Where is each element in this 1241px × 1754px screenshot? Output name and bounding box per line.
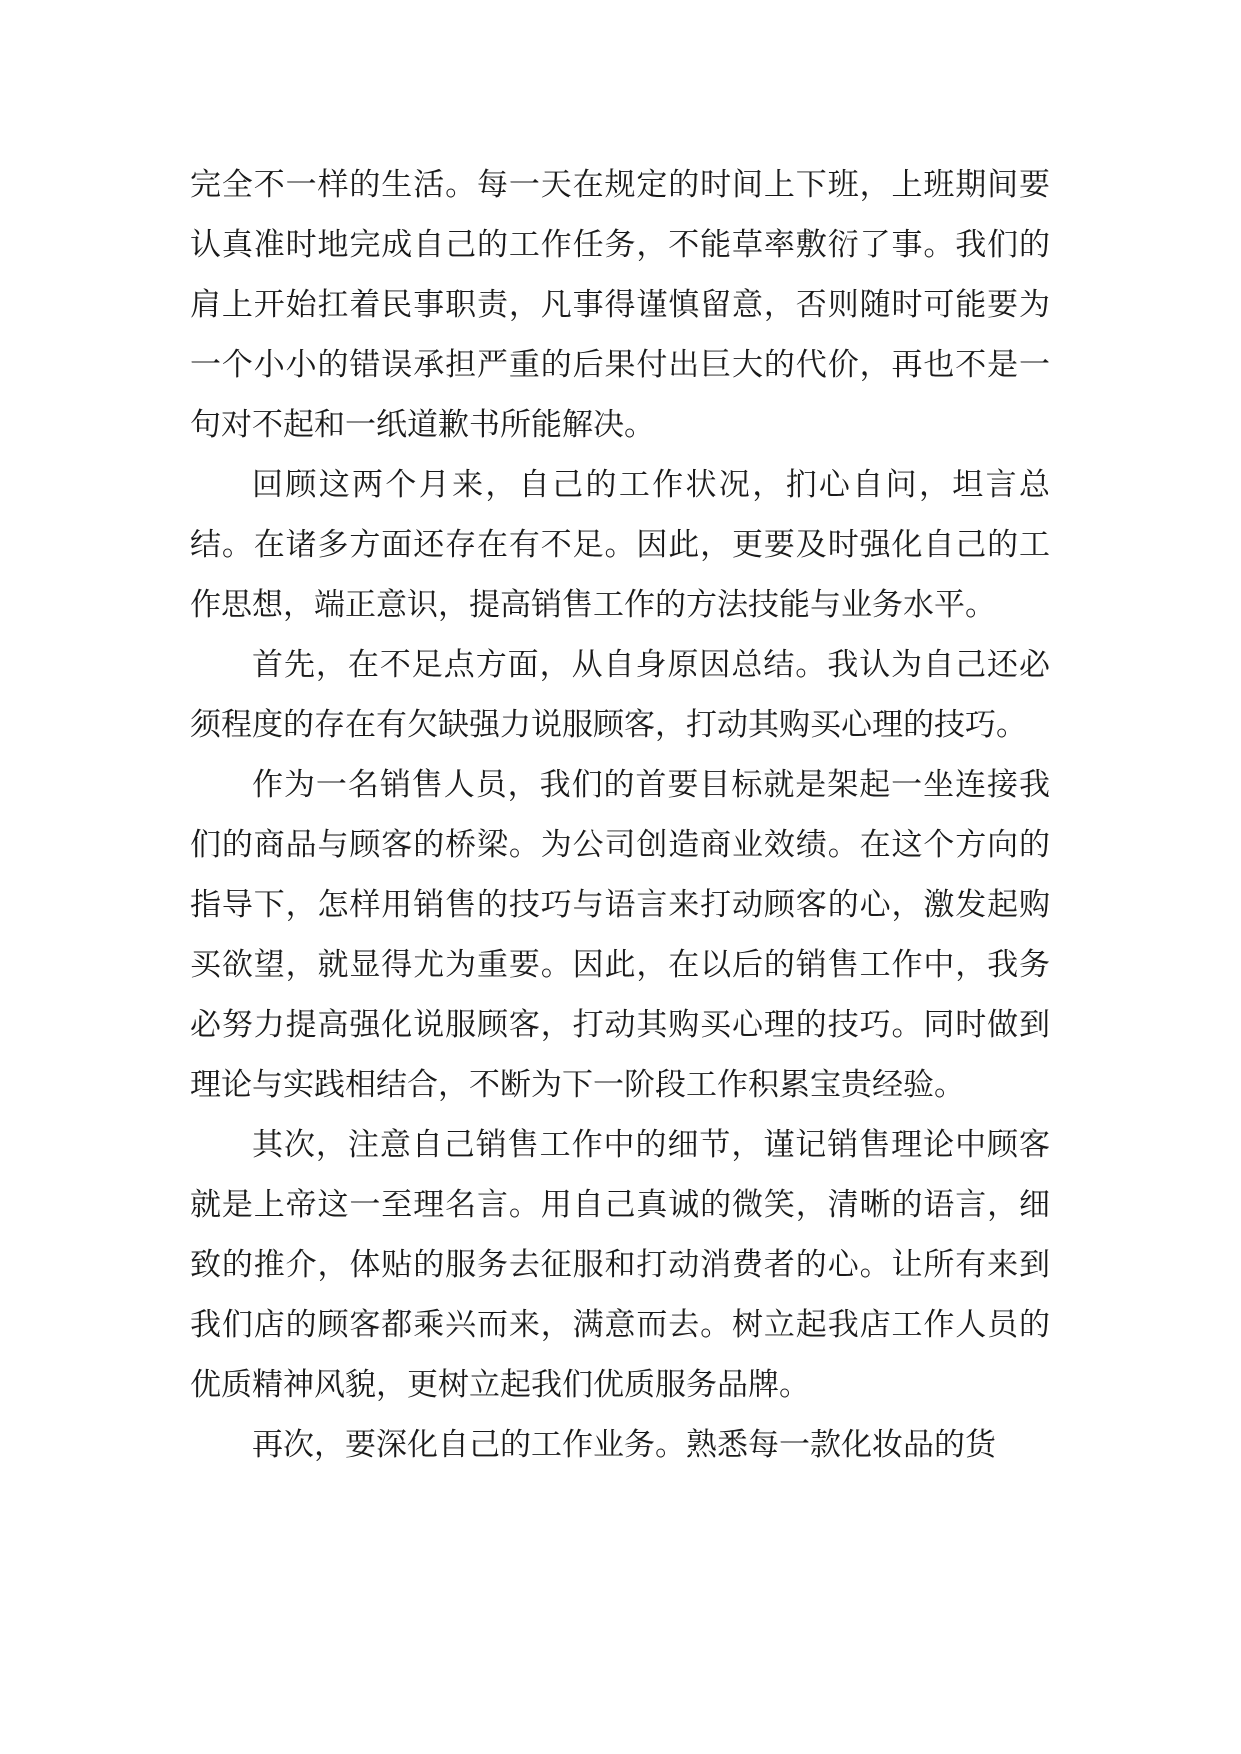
paragraph-6: 再次，要深化自己的工作业务。熟悉每一款化妆品的货 <box>252 1427 996 1463</box>
document-page <box>190 155 1050 1475</box>
paragraph-5: 其次，注意自己销售工作中的细节，谨记销售理论中顾客就是上帝这一至理名言。用自己真诚的微笑，清晰的语言，细致的推介，体贴的服务去征服和打动消费者的心。让所有来到我们店的顾客都乘兴而来，满意而去。树立起我店工作人员的优质精神风貌，更树立起我们优质服务品牌。 <box>190 1127 1050 1403</box>
paragraph-3: 首先，在不足点方面，从自身原因总结。我认为自己还必须程度的存在有欠缺强力说服顾客，打动其购买心理的技巧。 <box>190 647 1050 743</box>
paragraph-4: 作为一名销售人员，我们的首要目标就是架起一坐连接我们的商品与顾客的桥梁。为公司创造商业效绩。在这个方向的指导下，怎样用销售的技巧与语言来打动顾客的心，激发起购买欲望，就显得尤为重要。因此，在以后的销售工作中，我务必努力提高强化说服顾客，打动其购买心理的技巧。同时做到理论与实践相结合，不断为下一阶段工作积累宝贵经验。 <box>190 767 1050 1103</box>
paragraph-1: 完全不一样的生活。每一天在规定的时间上下班，上班期间要认真准时地完成自己的工作任务，不能草率敷衍了事。我们的肩上开始扛着民事职责，凡事得谨慎留意，否则随时可能要为一个小小的错误承担严重的后果付出巨大的代价，再也不是一句对不起和一纸道歉书所能解决。 <box>190 167 1050 443</box>
paragraph-2: 回顾这两个月来，自己的工作状况，扪心自问，坦言总结。在诸多方面还存在有不足。因此，更要及时强化自己的工作思想，端正意识，提高销售工作的方法技能与业务水平。 <box>190 467 1050 623</box>
